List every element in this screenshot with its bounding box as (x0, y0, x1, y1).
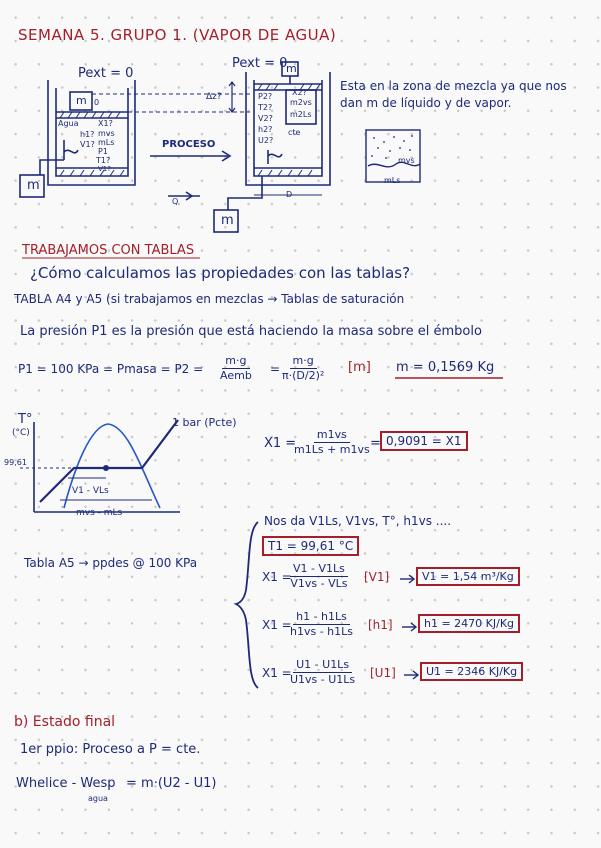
state2-x: X2? (292, 88, 307, 97)
p1-f2-num: m·g (290, 354, 317, 369)
t1-result: T1 = 99,61 °C (262, 536, 359, 556)
state1-v2: V1? (98, 165, 111, 173)
p1-f1-den: Aemb (220, 369, 252, 382)
p1-f1-num: m·g (222, 354, 249, 369)
work-eq-lhs: Whelice - Wesp (16, 776, 116, 791)
state2-mvs: m2vs (290, 98, 312, 107)
xv-den: V1vs - VLs (290, 577, 348, 590)
xh-fraction (290, 610, 353, 639)
state1-mvs: mvs (98, 129, 115, 138)
props-header: Nos da V1Ls, V1vs, T°, h1vs .... (264, 514, 452, 528)
u1-result: U1 = 2346 KJ/Kg (420, 662, 523, 681)
p1-fraction-2 (282, 354, 324, 383)
heat-label: Q (172, 197, 179, 206)
t-axis-unit: (°C) (12, 428, 30, 438)
state-point (103, 465, 109, 471)
tablas-text: TABLA A4 y A5 (si trabajamos en mezclas → Tablas de saturación (14, 292, 405, 306)
xv-lhs: X1 = (262, 570, 292, 584)
x1-equals: = (370, 436, 381, 451)
state2-p: P2? (258, 92, 273, 101)
tabla-a5-text: Tabla A5 → ppdes @ 100 KPa (24, 556, 198, 570)
page-title: SEMANA 5. GRUPO 1. (VAPOR DE AGUA) (18, 26, 337, 44)
h1-result: h1 = 2470 KJ/Kg (418, 614, 520, 633)
saturation-temp: 99,61 (4, 458, 27, 467)
xh-num: h1 - h1Ls (293, 610, 350, 625)
diameter-label: D (286, 190, 293, 199)
x1-lhs: X1 = (264, 436, 297, 451)
delta-z-arrow (229, 82, 235, 112)
pext-left-label: Pext = 0 (78, 66, 134, 81)
delta-z-label: Δz? (206, 92, 222, 102)
p1-f2-den: π·(D/2)² (282, 369, 325, 382)
section-a-title: TRABAJAMOS CON TABLAS (22, 243, 195, 258)
state2-v: V2? (258, 114, 273, 123)
state1-v: V1? (80, 140, 95, 149)
section-b-title: b) Estado final (14, 714, 116, 730)
state1-x: X1? (98, 119, 113, 128)
xu-den: U1vs - U1Ls (290, 673, 356, 686)
state1-h: h1? (80, 130, 95, 139)
left-external-mass: m (27, 178, 40, 193)
work-eq-rhs: = m·(U2 - U1) (126, 776, 217, 791)
pressure-note: La presión P1 es la presión que está haciendo la masa sobre el émbolo (20, 324, 482, 339)
xv-num: V1 - V1Ls (290, 562, 348, 577)
xv-unit: [V1] (364, 570, 390, 584)
mass-mo-label: m (76, 94, 87, 107)
mixture-note: Esta en la zona de mezcla ya que nos dan m de líquido y de vapor. (340, 79, 567, 110)
isobar-label: 1 bar (Pcte) (172, 416, 237, 429)
p1-equals: = (270, 362, 281, 376)
state1-mls: mLs (98, 138, 115, 147)
process-label: PROCESO (162, 139, 216, 150)
state2-t: T2? (258, 103, 273, 112)
pext-right-label: Pext = 0 (232, 56, 288, 71)
x1-den: m1Ls + m1vs (294, 443, 370, 456)
v1-result: V1 = 1,54 m³/Kg (416, 567, 520, 586)
brace (236, 522, 258, 688)
mix-vapor-label: mvs (398, 156, 415, 165)
t-axis-label: T° (18, 412, 33, 427)
process-arrow (150, 151, 230, 161)
result-arrows (400, 575, 418, 679)
dashed-guides (92, 94, 250, 112)
xh-unit: [h1] (368, 618, 393, 632)
tv-diagram (20, 420, 180, 512)
p1-unit: [m] (348, 360, 371, 375)
xu-num: U1 - U1Ls (293, 658, 352, 673)
question-text: ¿Cómo calculamos las propiedades con las tablas? (30, 264, 411, 282)
piston-mass-label: m (286, 62, 297, 75)
mass-result: m = 0,1569 Kg (396, 360, 495, 375)
state1-p: P1 (98, 147, 108, 156)
x1-fraction (294, 428, 370, 457)
xv-fraction (290, 562, 348, 591)
xh-den: h1vs - h1Ls (290, 625, 354, 638)
xu-lhs: X1 = (262, 666, 292, 680)
xh-lhs: X1 = (262, 618, 292, 632)
state1-t: T1? (96, 156, 111, 165)
work-eq-sub: agua (88, 794, 108, 803)
right-cylinder (246, 62, 330, 185)
x1-num: m1vs (314, 428, 350, 443)
xu-fraction (290, 658, 355, 687)
segment-1-label: V1 - VLs (72, 486, 109, 496)
state2-mls: m2Ls (290, 110, 312, 119)
p1-equation-lhs: P1 = 100 KPa = Pmasa = P2 = (18, 362, 204, 376)
xu-unit: [U1] (370, 666, 396, 680)
water-label: Agua (58, 119, 79, 128)
x1-result: 0,9091 = X1 (380, 431, 468, 451)
p1-fraction-1 (220, 354, 252, 383)
segment-2-label: mvs - mLs (76, 508, 123, 518)
mass-mo-sub: 0 (94, 98, 100, 107)
state2-cte: cte (288, 128, 301, 137)
right-external-mass: m (221, 213, 234, 228)
first-principle: 1er ppio: Proceso a P = cte. (20, 742, 201, 757)
state2-h: h2? (258, 125, 273, 134)
mix-liquid-label: mLs (384, 176, 401, 185)
state2-u: U2? (258, 136, 274, 145)
